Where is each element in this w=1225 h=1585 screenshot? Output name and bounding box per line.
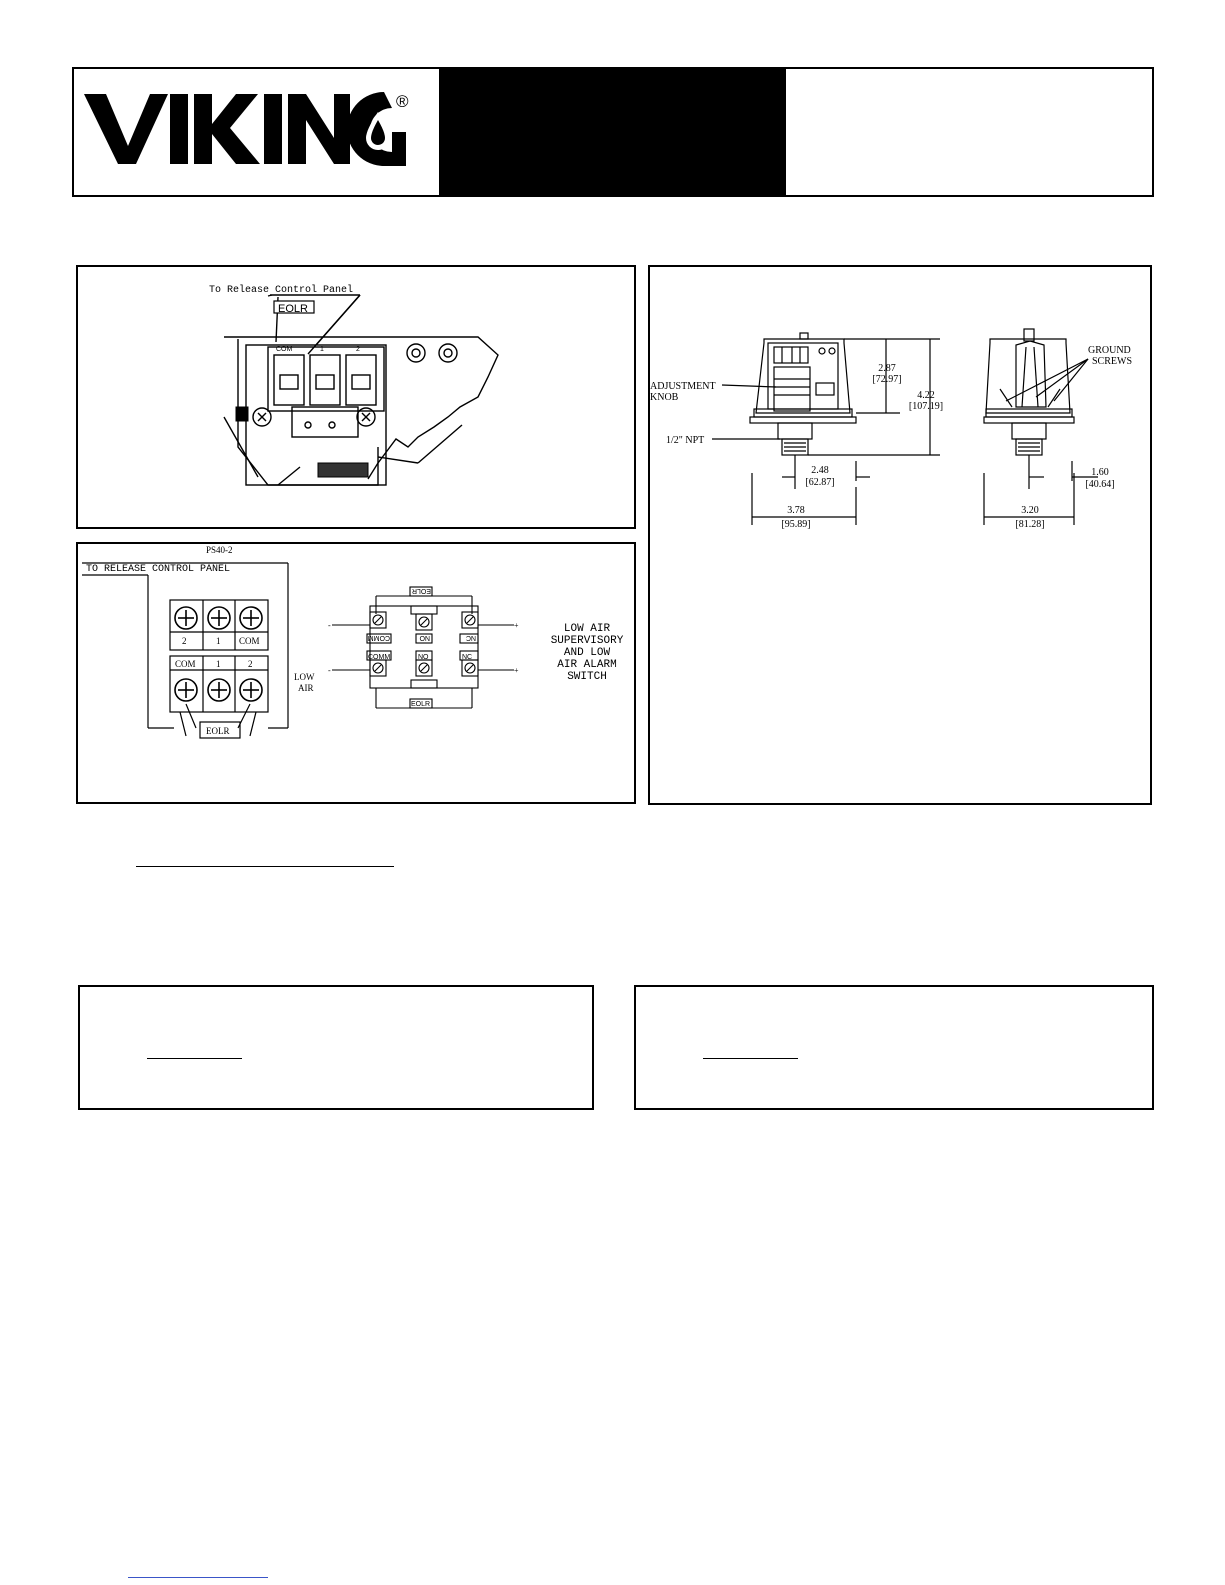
switch-eolr-bottom: EOLR [411,701,431,708]
info-box-left [78,985,594,1110]
dim-248: 2.48 [811,465,829,476]
wiring-eolr-label: EOLR [206,726,230,736]
wiring-top-com: COM [239,636,260,646]
npt-label: 1/2" NPT [666,435,705,446]
switch-plus-top: + [514,621,519,630]
viking-logo [84,88,414,168]
switch-label-line5: SWITCH [567,671,607,683]
switch-label-line1: LOW AIR [563,623,611,635]
figure-panel-photo [76,265,636,529]
switch-minus-bottom: - [328,666,331,675]
dim-320: 3.20 [1021,505,1039,516]
wiring-to-panel-label: TO RELEASE CONTROL PANEL [86,564,231,575]
figure-dimensions [648,265,1152,805]
switch-label-line2: SUPERVISORY [550,635,624,647]
photo-terminal-com: COM [276,346,293,353]
adjustment-knob-label-1: ADJUSTMENT [650,381,716,392]
photo-eolr-label: EOLR [278,303,308,315]
dim-160: 1.60 [1091,467,1109,478]
dim-248-mm: [62.87] [805,477,835,488]
switch-top-nc: NC [465,634,476,641]
photo-terminal-1: 1 [320,346,324,353]
switch-top-no: NO [419,634,430,641]
photo-caption-text: To Release Control Panel [209,285,354,296]
footer-link-underline[interactable] [128,1577,268,1578]
photo-terminal-2: 2 [356,346,360,353]
dim-320-mm: [81.28] [1015,519,1045,530]
adjustment-knob-label-2: KNOB [650,392,679,403]
switch-label-line3: AND LOW [563,647,611,659]
info-box-left-underline [147,1058,242,1059]
switch-plus-bottom: + [514,666,519,675]
switch-bot-no: NO [418,654,429,661]
wiring-bot-1: 1 [216,659,221,669]
wiring-bot-2: 2 [248,659,253,669]
info-box-right [634,985,1154,1110]
dim-287-mm: [72.97] [872,374,902,385]
header-title-block [439,69,786,195]
wiring-model-label: PS40-2 [206,545,233,555]
switch-eolr-top: EOLR [411,587,431,594]
low-air-label-2: AIR [298,683,314,693]
wiring-top-1: 1 [216,636,221,646]
dim-378: 3.78 [787,505,805,516]
section-underline [136,866,394,867]
wiring-top-2: 2 [182,636,187,646]
dim-287: 2.87 [878,363,896,374]
wiring-bot-com: COM [175,659,196,669]
switch-label-line4: AIR ALARM [557,659,617,671]
dim-422: 4.22 [917,390,935,401]
figure-wiring-diagram [76,542,636,804]
low-air-label-1: LOW [294,672,315,682]
ground-screws-label-1: GROUND [1088,345,1131,356]
switch-top-comm: COMM [367,634,390,641]
switch-minus-top: - [328,621,331,630]
dim-378-mm: [95.89] [781,519,811,530]
dim-422-mm: [107.19] [908,401,944,412]
switch-bot-nc: NC [462,654,473,661]
ground-screws-label-2: SCREWS [1092,356,1133,367]
info-box-right-underline [703,1058,798,1059]
registered-mark: ® [396,92,409,111]
switch-bot-comm: COMM [368,654,391,661]
dim-160-mm: [40.64] [1085,479,1115,490]
